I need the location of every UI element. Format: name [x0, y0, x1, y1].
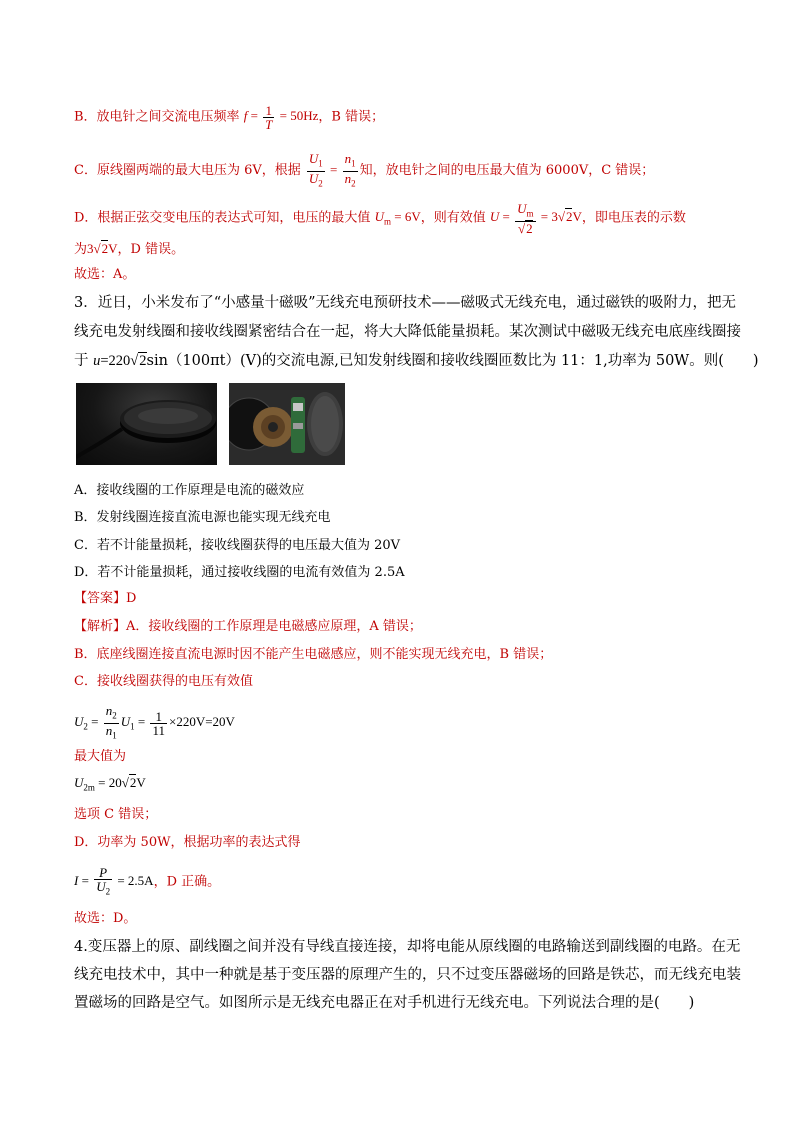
- analysis-tag: 【解析】: [74, 619, 127, 634]
- q2-option-d-analysis: D．根据正弦交变电压的表达式可知，电压的最大值 $U_m = 6V$，则有效值 U = $\frac{U_m}{√2}$ = 3√2V，即电压表的示数: [74, 201, 686, 236]
- formula-current: I = $\frac{P}{U_2}$ = 2.5A: [74, 865, 154, 897]
- q3-choose: 故选：D。: [74, 911, 137, 926]
- formula-voltmeter-reading: 3√2V: [87, 241, 118, 256]
- q4-stem-line3: 置磁场的回路是空气。如图所示是无线充电器正在对手机进行无线充电。下列说法合理的是( ): [74, 995, 695, 1011]
- answer-value: D: [126, 591, 137, 606]
- q3-option-b: B．发射线圈连接直流电源也能实现无线充电: [74, 510, 331, 525]
- q4-stem-line2: 线充电技术中，其中一种就是基于变压器的原理产生的，只不过变压器磁场的回路是铁芯，而无线充电装: [74, 967, 741, 983]
- q3-stem-line3: 于 u=220√2sin（100πt）(V)的交流电源,已知发射线圈和接收线圈匝数比为 11：1,功率为 50W。则( ): [74, 353, 759, 369]
- q3-option-a: A．接收线圈的工作原理是电流的磁效应: [74, 483, 305, 498]
- formula-secondary-max-voltage: $U_{2m} = 20√2V$: [74, 775, 146, 793]
- formula-source-voltage: u=220√2: [93, 353, 147, 369]
- q4-stem-line1: 4.变压器上的原、副线圈之间并没有导线直接连接，却将电能从原线圈的电路输送到副线圈的电路。在无: [74, 939, 741, 955]
- formula-secondary-voltage: $U_2$ = $\frac{n_2}{n_1}$ $U_1$ = $\frac{1}{11}$ ×220V=20V: [74, 703, 235, 741]
- charger-pad-graphic: [76, 383, 217, 465]
- q3-option-c: C．若不计能量损耗，接收线圈获得的电压最大值为 20V: [74, 538, 401, 553]
- q2-choose: 故选：A。: [74, 267, 136, 282]
- q3-analysis-a: 【解析】A．接收线圈的工作原理是电磁感应原理，A 错误；: [74, 619, 422, 634]
- q3-analysis-c: C．接收线圈获得的电压有效值: [74, 674, 253, 689]
- q3-stem-line2: 线充电发射线圈和接收线圈紧密结合在一起，将大大降低能量损耗。某次测试中磁吸无线充电底座线圈接: [74, 324, 741, 340]
- q3-formula-current-line: I = $\frac{P}{U_2}$ = 2.5A，D 正确。: [74, 865, 221, 897]
- q3-option-d: D．若不计能量损耗，通过接收线圈的电流有效值为 2.5A: [74, 565, 405, 580]
- q3-analysis-d: D．功率为 50W，根据功率的表达式得: [74, 835, 301, 850]
- formula-turns-ratio: $\frac{U_1}{U_2}$ = $\frac{n_1}{n_2}$: [308, 151, 356, 189]
- charger-components-graphic: [229, 383, 345, 465]
- q3-stem-line1: 3．近日，小米发布了“小感量十磁吸”无线充电预研技术——磁吸式无线充电，通过磁铁的吸附力，把无: [74, 295, 737, 311]
- q2-option-b-analysis: B．放电针之间交流电压频率 f = $\frac{1}{T}$ = 50Hz，B 错误；: [74, 103, 385, 132]
- q2-option-c-analysis: C．原线圈两端的最大电压为 6V，根据 $\frac{U_1}{U_2}$ = $\frac{n_1}{n_2}$ 知，放电针之间的电压最大值为 6000V，C 错误；: [74, 151, 655, 189]
- answer-tag: 【答案】: [74, 591, 127, 606]
- formula-max-voltage: $U_m = 6V$: [374, 209, 421, 227]
- charger-exploded-view-photo: [229, 383, 345, 465]
- q3-max-label: 最大值为: [74, 749, 127, 764]
- formula-rms-voltage: U = $\frac{U_m}{√2}$ = 3√2V: [489, 201, 582, 236]
- wireless-charger-photo: [76, 383, 217, 465]
- q2-option-d-analysis-cont: 为3√2V，D 错误。: [74, 241, 185, 257]
- q3-analysis-b: B．底座线圈连接直流电源时因不能产生电磁感应，则不能实现无线充电，B 错误；: [74, 647, 553, 662]
- formula-frequency: f = $\frac{1}{T}$ = 50Hz: [243, 103, 319, 132]
- q3-answer: [74, 590, 136, 608]
- q3-c-wrong: 选项 C 错误；: [74, 807, 158, 822]
